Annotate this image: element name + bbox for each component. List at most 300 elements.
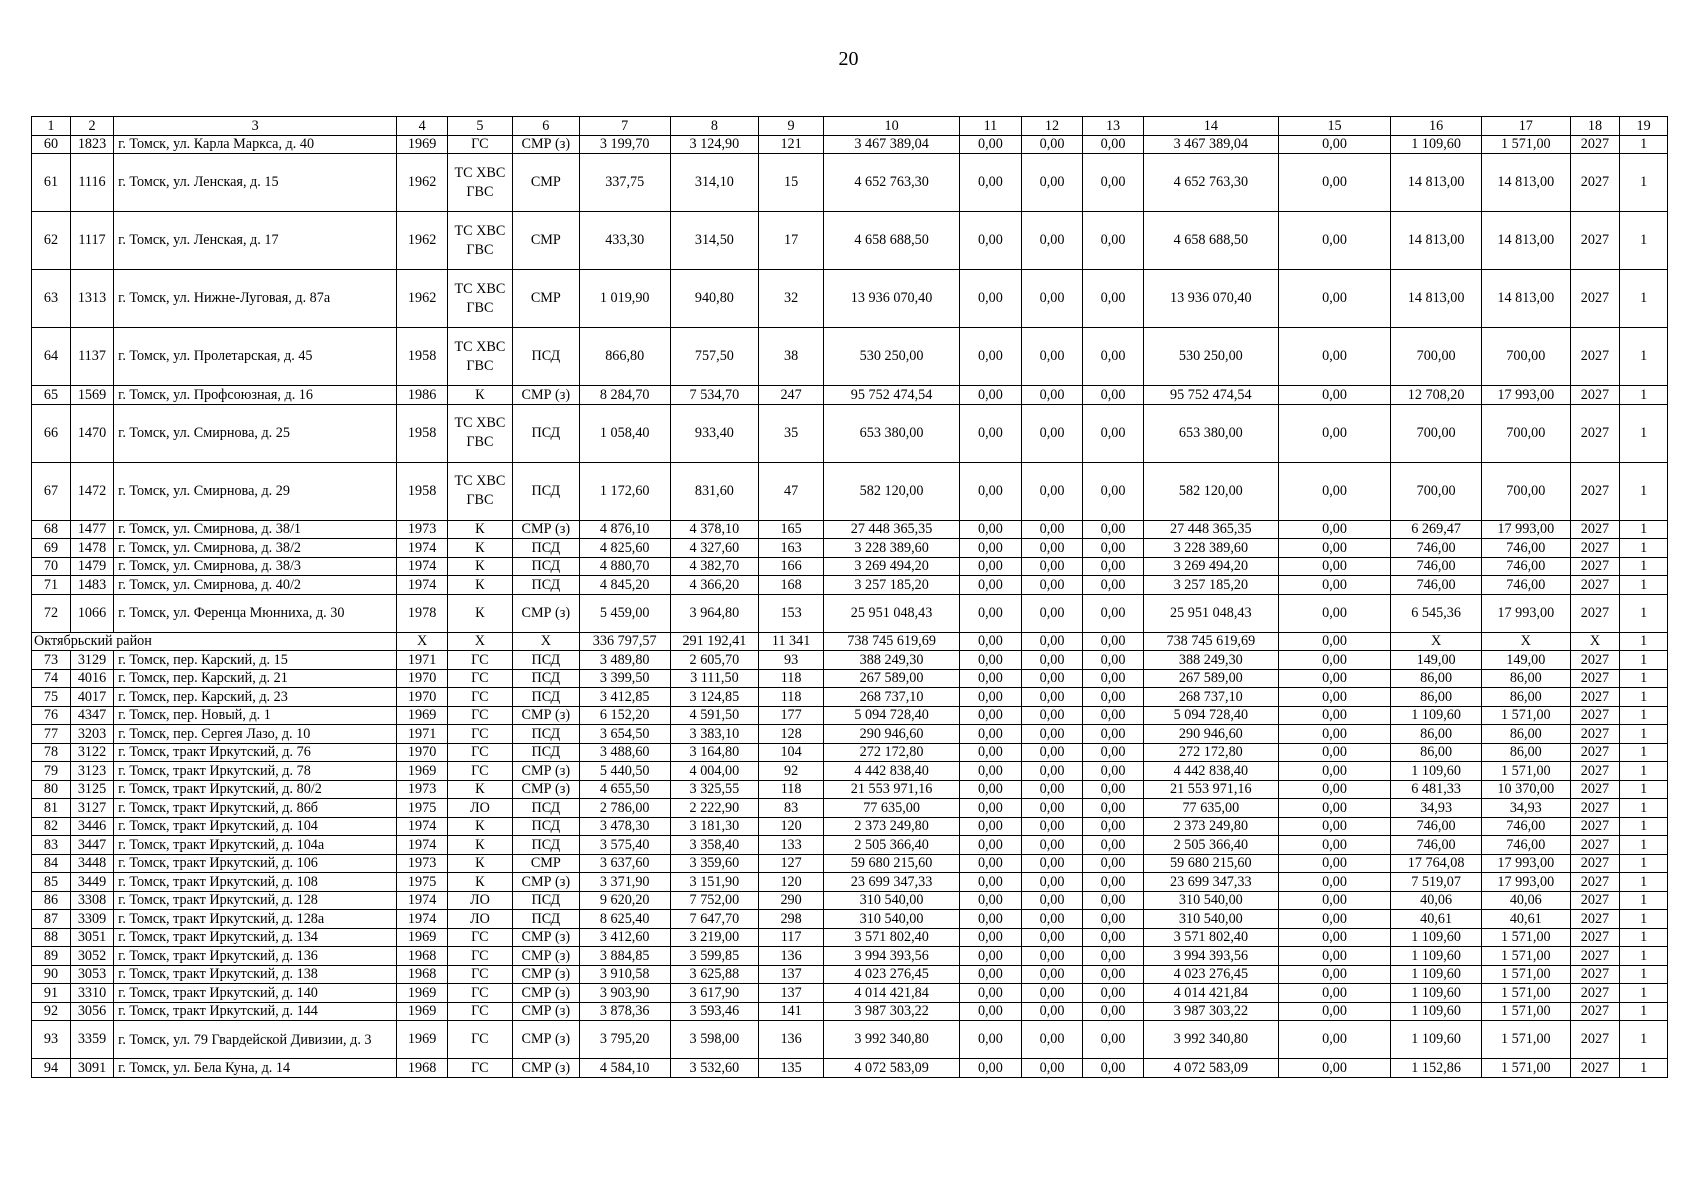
table-cell: 0,00 xyxy=(1021,965,1083,984)
table-cell: 61 xyxy=(32,154,71,212)
table-cell: 5 459,00 xyxy=(579,594,670,632)
table-cell: 65 xyxy=(32,386,71,405)
table-cell: 0,00 xyxy=(1021,984,1083,1003)
table-cell: 13 936 070,40 xyxy=(824,270,960,328)
table-cell: 67 xyxy=(32,462,71,520)
table-cell: 77 635,00 xyxy=(824,799,960,818)
table-cell: 17 993,00 xyxy=(1482,873,1571,892)
table-cell: 0,00 xyxy=(1083,984,1144,1003)
table-cell: 14 813,00 xyxy=(1391,270,1482,328)
table-cell: 77 635,00 xyxy=(1143,799,1278,818)
table-row xyxy=(32,762,1668,781)
table-cell: 272 172,80 xyxy=(1143,743,1278,762)
table-cell: г. Томск, ул. Смирнова, д. 38/2 xyxy=(114,539,397,558)
table-cell: 1974 xyxy=(397,557,448,576)
table-cell: 746,00 xyxy=(1482,836,1571,855)
table-cell: 700,00 xyxy=(1482,462,1571,520)
table-cell: 89 xyxy=(32,947,71,966)
table-cell: 93 xyxy=(32,1021,71,1059)
table-cell: 1 109,60 xyxy=(1391,706,1482,725)
table-cell: г. Томск, ул. 79 Гвардейской Дивизии, д. 3 xyxy=(114,1021,397,1059)
table-cell: 1 058,40 xyxy=(579,404,670,462)
table-cell: ЛО xyxy=(448,799,513,818)
table-cell: 3 124,90 xyxy=(670,135,759,154)
table-cell: 1 109,60 xyxy=(1391,762,1482,781)
table-cell: 0,00 xyxy=(960,594,1022,632)
table-cell: 86,00 xyxy=(1391,725,1482,744)
table-cell: 64 xyxy=(32,328,71,386)
table-cell: 85 xyxy=(32,873,71,892)
table-body xyxy=(32,117,1668,1078)
table-cell: г. Томск, ул. Бела Куна, д. 14 xyxy=(114,1059,397,1078)
table-cell: 77 xyxy=(32,725,71,744)
table-cell: 0,00 xyxy=(1278,854,1390,873)
table-cell: 14 813,00 xyxy=(1482,154,1571,212)
table-cell: 3 987 303,22 xyxy=(824,1002,960,1021)
table-cell: 3 625,88 xyxy=(670,965,759,984)
table-cell: 298 xyxy=(759,910,824,929)
table-cell: 1974 xyxy=(397,817,448,836)
table-row xyxy=(32,873,1668,892)
table-cell: 4 014 421,84 xyxy=(1143,984,1278,1003)
table-row xyxy=(32,1059,1668,1078)
table-row xyxy=(32,965,1668,984)
table-cell: 0,00 xyxy=(960,154,1022,212)
table-cell: 3052 xyxy=(70,947,113,966)
table-cell: 3 371,90 xyxy=(579,873,670,892)
table-cell: СМР (з) xyxy=(512,386,579,405)
table-cell: 2027 xyxy=(1570,799,1620,818)
table-cell: 6 545,36 xyxy=(1391,594,1482,632)
table-cell: 4 658 688,50 xyxy=(824,212,960,270)
table-cell: 2 373 249,80 xyxy=(1143,817,1278,836)
table-cell: 0,00 xyxy=(1083,669,1144,688)
table-cell: 4 655,50 xyxy=(579,780,670,799)
table-cell: 0,00 xyxy=(960,910,1022,929)
table-cell: К xyxy=(448,873,513,892)
table-cell: 87 xyxy=(32,910,71,929)
table-cell: 1958 xyxy=(397,328,448,386)
table-cell: 1 109,60 xyxy=(1391,1002,1482,1021)
table-cell: 68 xyxy=(32,520,71,539)
table-cell: 1 xyxy=(1620,328,1668,386)
table-cell: 1970 xyxy=(397,688,448,707)
table-cell: 0,00 xyxy=(1021,212,1083,270)
table-cell: г. Томск, ул. Ференца Мюнниха, д. 30 xyxy=(114,594,397,632)
table-cell: 4 652 763,30 xyxy=(1143,154,1278,212)
table-cell: 738 745 619,69 xyxy=(1143,632,1278,651)
table-cell: 1 xyxy=(1620,539,1668,558)
table-cell: 290 946,60 xyxy=(824,725,960,744)
table-cell: 0,00 xyxy=(1021,688,1083,707)
table-cell: г. Томск, тракт Иркутский, д. 144 xyxy=(114,1002,397,1021)
table-cell: 1 571,00 xyxy=(1482,1059,1571,1078)
table-cell: 95 752 474,54 xyxy=(1143,386,1278,405)
table-cell: г. Томск, тракт Иркутский, д. 140 xyxy=(114,984,397,1003)
table-cell: 59 680 215,60 xyxy=(824,854,960,873)
table-cell: 3 257 185,20 xyxy=(1143,576,1278,595)
table-cell: 0,00 xyxy=(1021,404,1083,462)
table-cell: 1970 xyxy=(397,743,448,762)
table-cell: 1 xyxy=(1620,557,1668,576)
table-cell: 1 109,60 xyxy=(1391,928,1482,947)
table-cell: 933,40 xyxy=(670,404,759,462)
table-cell: 1973 xyxy=(397,780,448,799)
table-cell: 1 xyxy=(1620,688,1668,707)
table-cell: 2 222,90 xyxy=(670,799,759,818)
table-cell: 6 152,20 xyxy=(579,706,670,725)
table-cell: г. Томск, тракт Иркутский, д. 106 xyxy=(114,854,397,873)
table-cell: 2027 xyxy=(1570,154,1620,212)
table-cell: 0,00 xyxy=(960,557,1022,576)
table-cell: г. Томск, ул. Пролетарская, д. 45 xyxy=(114,328,397,386)
table-cell: 118 xyxy=(759,780,824,799)
table-row xyxy=(32,706,1668,725)
table-cell: 3 964,80 xyxy=(670,594,759,632)
table-cell: 4 652 763,30 xyxy=(824,154,960,212)
table-cell: 1 xyxy=(1620,725,1668,744)
table-cell: 0,00 xyxy=(1083,328,1144,386)
table-cell: 1968 xyxy=(397,1059,448,1078)
table-cell: 0,00 xyxy=(1083,928,1144,947)
table-cell: 0,00 xyxy=(1083,135,1144,154)
table-cell: 40,61 xyxy=(1482,910,1571,929)
table-cell: 0,00 xyxy=(1278,965,1390,984)
table-cell: 3446 xyxy=(70,817,113,836)
table-cell: 163 xyxy=(759,539,824,558)
table-cell: 120 xyxy=(759,873,824,892)
table-cell: 1470 xyxy=(70,404,113,462)
table-cell: 1483 xyxy=(70,576,113,595)
table-cell: 1116 xyxy=(70,154,113,212)
table-cell: К xyxy=(448,836,513,855)
table-cell: 3 151,90 xyxy=(670,873,759,892)
column-number-cell: 12 xyxy=(1021,117,1083,136)
table-cell: 0,00 xyxy=(1278,725,1390,744)
table-cell: 0,00 xyxy=(960,632,1022,651)
table-cell: 118 xyxy=(759,688,824,707)
table-cell: 1 xyxy=(1620,404,1668,462)
table-cell: ГС xyxy=(448,135,513,154)
table-cell: 0,00 xyxy=(1021,1021,1083,1059)
table-cell: 2027 xyxy=(1570,743,1620,762)
table-cell: 0,00 xyxy=(1278,154,1390,212)
table-cell: 0,00 xyxy=(1278,557,1390,576)
table-cell: 3 637,60 xyxy=(579,854,670,873)
table-cell: 0,00 xyxy=(960,1059,1022,1078)
table-cell: 1974 xyxy=(397,891,448,910)
table-cell: ПСД xyxy=(512,817,579,836)
table-cell: 1 xyxy=(1620,594,1668,632)
table-cell: 1 xyxy=(1620,854,1668,873)
table-cell: 1 xyxy=(1620,212,1668,270)
table-cell: 0,00 xyxy=(1021,873,1083,892)
table-cell: СМР xyxy=(512,270,579,328)
table-cell: 14 813,00 xyxy=(1391,212,1482,270)
table-cell: 0,00 xyxy=(1083,725,1144,744)
table-cell: К xyxy=(448,594,513,632)
table-cell: 2027 xyxy=(1570,965,1620,984)
table-cell: 1 xyxy=(1620,965,1668,984)
table-cell: 0,00 xyxy=(1278,891,1390,910)
table-cell: 118 xyxy=(759,669,824,688)
table-cell: ПСД xyxy=(512,799,579,818)
table-cell: 4 584,10 xyxy=(579,1059,670,1078)
table-cell: г. Томск, ул. Ленская, д. 15 xyxy=(114,154,397,212)
table-cell: 5 440,50 xyxy=(579,762,670,781)
table-cell: г. Томск, пер. Карский, д. 15 xyxy=(114,651,397,670)
table-cell: г. Томск, тракт Иркутский, д. 136 xyxy=(114,947,397,966)
table-cell: 1958 xyxy=(397,404,448,462)
table-cell: ГС xyxy=(448,725,513,744)
table-cell: 0,00 xyxy=(960,576,1022,595)
table-cell: 1 571,00 xyxy=(1482,135,1571,154)
table-cell: ТС ХВС ГВС xyxy=(448,462,513,520)
column-number-cell: 17 xyxy=(1482,117,1571,136)
table-cell: 5 094 728,40 xyxy=(824,706,960,725)
table-cell: 267 589,00 xyxy=(1143,669,1278,688)
table-cell: 433,30 xyxy=(579,212,670,270)
table-cell: 92 xyxy=(759,762,824,781)
table-cell: ПСД xyxy=(512,404,579,462)
table-cell: 1 571,00 xyxy=(1482,947,1571,966)
column-number-cell: 9 xyxy=(759,117,824,136)
table-cell: 1 109,60 xyxy=(1391,965,1482,984)
table-cell: 83 xyxy=(759,799,824,818)
table-cell: 2027 xyxy=(1570,328,1620,386)
table-cell: 4 825,60 xyxy=(579,539,670,558)
table-cell: 34,93 xyxy=(1391,799,1482,818)
table-cell: 3 181,30 xyxy=(670,817,759,836)
table-cell: 0,00 xyxy=(1083,1059,1144,1078)
table-cell: г. Томск, тракт Иркутский, д. 134 xyxy=(114,928,397,947)
table-cell: 4 023 276,45 xyxy=(824,965,960,984)
table-cell: 141 xyxy=(759,1002,824,1021)
table-cell: 1 xyxy=(1620,462,1668,520)
table-cell: 86,00 xyxy=(1482,743,1571,762)
table-cell: 3 478,30 xyxy=(579,817,670,836)
table-cell: 3 228 389,60 xyxy=(824,539,960,558)
table-cell: 0,00 xyxy=(1278,539,1390,558)
page-number: 20 xyxy=(838,48,859,70)
table-cell: 0,00 xyxy=(1278,1059,1390,1078)
table-cell: 2027 xyxy=(1570,762,1620,781)
table-cell: 35 xyxy=(759,404,824,462)
table-cell: 0,00 xyxy=(1278,1021,1390,1059)
table-cell: ПСД xyxy=(512,743,579,762)
table-cell: 25 951 048,43 xyxy=(824,594,960,632)
table-cell: 40,61 xyxy=(1391,910,1482,929)
table-cell: 247 xyxy=(759,386,824,405)
table-cell: 1479 xyxy=(70,557,113,576)
table-cell: г. Томск, ул. Нижне-Луговая, д. 87а xyxy=(114,270,397,328)
table-cell: 8 625,40 xyxy=(579,910,670,929)
table-cell: 0,00 xyxy=(1083,520,1144,539)
table-cell: 3 910,58 xyxy=(579,965,670,984)
table-cell: 168 xyxy=(759,576,824,595)
table-cell: 0,00 xyxy=(1278,404,1390,462)
table-cell: 7 752,00 xyxy=(670,891,759,910)
table-cell: X xyxy=(512,632,579,651)
table-cell: 0,00 xyxy=(1083,873,1144,892)
table-cell: 272 172,80 xyxy=(824,743,960,762)
table-cell: 76 xyxy=(32,706,71,725)
table-cell: 17 xyxy=(759,212,824,270)
table-cell: г. Томск, ул. Смирнова, д. 25 xyxy=(114,404,397,462)
table-cell: 3 878,36 xyxy=(579,1002,670,1021)
table-cell: К xyxy=(448,539,513,558)
table-cell: ПСД xyxy=(512,576,579,595)
table-cell: 23 699 347,33 xyxy=(824,873,960,892)
table-row xyxy=(32,1002,1668,1021)
table-cell: 149,00 xyxy=(1391,651,1482,670)
table-cell: СМР (з) xyxy=(512,873,579,892)
table-cell: ПСД xyxy=(512,669,579,688)
table-cell: 6 269,47 xyxy=(1391,520,1482,539)
table-cell: г. Томск, пер. Карский, д. 21 xyxy=(114,669,397,688)
table-cell: 1975 xyxy=(397,799,448,818)
table-cell: 90 xyxy=(32,965,71,984)
table-cell: 746,00 xyxy=(1482,557,1571,576)
table-row xyxy=(32,557,1668,576)
table-cell: 0,00 xyxy=(1021,539,1083,558)
table-cell: 2027 xyxy=(1570,910,1620,929)
table-cell: 4347 xyxy=(70,706,113,725)
table-cell: 0,00 xyxy=(960,928,1022,947)
table-cell: ПСД xyxy=(512,462,579,520)
table-cell: ЛО xyxy=(448,910,513,929)
table-cell: 34,93 xyxy=(1482,799,1571,818)
table-cell: 2027 xyxy=(1570,404,1620,462)
table-cell: 3 903,90 xyxy=(579,984,670,1003)
table-cell: 1 152,86 xyxy=(1391,1059,1482,1078)
table-cell: 1117 xyxy=(70,212,113,270)
table-cell: 0,00 xyxy=(960,725,1022,744)
table-cell: 0,00 xyxy=(1083,576,1144,595)
table-cell: ГС xyxy=(448,1021,513,1059)
table-row xyxy=(32,594,1668,632)
table-cell: 746,00 xyxy=(1391,557,1482,576)
table-cell: ТС ХВС ГВС xyxy=(448,404,513,462)
table-cell: СМР xyxy=(512,212,579,270)
table-cell: 17 993,00 xyxy=(1482,386,1571,405)
table-cell: 0,00 xyxy=(1278,135,1390,154)
table-cell: 3 532,60 xyxy=(670,1059,759,1078)
table-cell: ПСД xyxy=(512,836,579,855)
table-cell: 0,00 xyxy=(1021,386,1083,405)
table-cell: ГС xyxy=(448,743,513,762)
table-cell: 78 xyxy=(32,743,71,762)
table-cell: 0,00 xyxy=(1021,928,1083,947)
table-cell: 40,06 xyxy=(1482,891,1571,910)
table-cell: 0,00 xyxy=(1083,854,1144,873)
table-cell: 86,00 xyxy=(1391,688,1482,707)
table-cell: 1 xyxy=(1620,780,1668,799)
table-cell: 2027 xyxy=(1570,557,1620,576)
table-row xyxy=(32,270,1668,328)
table-cell: 0,00 xyxy=(1021,135,1083,154)
table-cell: 3 617,90 xyxy=(670,984,759,1003)
table-cell: ПСД xyxy=(512,910,579,929)
table-cell: 1 xyxy=(1620,799,1668,818)
table-cell: X xyxy=(448,632,513,651)
table-cell: 3 164,80 xyxy=(670,743,759,762)
table-cell: 0,00 xyxy=(1021,557,1083,576)
table-cell: 0,00 xyxy=(1021,669,1083,688)
table-cell: 14 813,00 xyxy=(1391,154,1482,212)
table-cell: 3309 xyxy=(70,910,113,929)
table-cell: 1823 xyxy=(70,135,113,154)
table-cell: 746,00 xyxy=(1391,836,1482,855)
table-cell: 0,00 xyxy=(960,669,1022,688)
table-cell: 1 xyxy=(1620,1021,1668,1059)
table-cell: ГС xyxy=(448,984,513,1003)
table-cell: 0,00 xyxy=(1083,632,1144,651)
table-cell: 0,00 xyxy=(1083,836,1144,855)
table-cell: 1974 xyxy=(397,836,448,855)
table-cell: 3123 xyxy=(70,762,113,781)
table-cell: 700,00 xyxy=(1391,328,1482,386)
table-cell: 2027 xyxy=(1570,270,1620,328)
table-cell: 15 xyxy=(759,154,824,212)
table-cell: ПСД xyxy=(512,328,579,386)
table-cell: 3 994 393,56 xyxy=(1143,947,1278,966)
table-cell: г. Томск, тракт Иркутский, д. 86б xyxy=(114,799,397,818)
table-cell: 582 120,00 xyxy=(824,462,960,520)
table-cell: 135 xyxy=(759,1059,824,1078)
table-cell: 88 xyxy=(32,928,71,947)
table-row xyxy=(32,462,1668,520)
table-cell: 0,00 xyxy=(1278,270,1390,328)
table-cell: 1477 xyxy=(70,520,113,539)
table-cell: 3447 xyxy=(70,836,113,855)
table-cell: 0,00 xyxy=(1278,873,1390,892)
table-cell: 268 737,10 xyxy=(1143,688,1278,707)
table-cell: К xyxy=(448,576,513,595)
table-cell: 0,00 xyxy=(1021,154,1083,212)
table-cell: 3 358,40 xyxy=(670,836,759,855)
table-cell: 0,00 xyxy=(1083,762,1144,781)
table-cell: 0,00 xyxy=(960,780,1022,799)
table-cell: 738 745 619,69 xyxy=(824,632,960,651)
table-cell: 86 xyxy=(32,891,71,910)
table-cell: 63 xyxy=(32,270,71,328)
table-cell: 0,00 xyxy=(960,965,1022,984)
table-cell: 0,00 xyxy=(1021,891,1083,910)
table-cell: 0,00 xyxy=(960,328,1022,386)
table-cell: 153 xyxy=(759,594,824,632)
table-cell: г. Томск, пер. Сергея Лазо, д. 10 xyxy=(114,725,397,744)
table-cell: 2027 xyxy=(1570,725,1620,744)
table-cell: 0,00 xyxy=(1083,386,1144,405)
table-cell: СМР (з) xyxy=(512,706,579,725)
table-cell: 11 341 xyxy=(759,632,824,651)
table-cell: 1 019,90 xyxy=(579,270,670,328)
table-cell: г. Томск, тракт Иркутский, д. 78 xyxy=(114,762,397,781)
table-cell: 3 593,46 xyxy=(670,1002,759,1021)
table-cell: 3056 xyxy=(70,1002,113,1021)
table-cell: 3 269 494,20 xyxy=(1143,557,1278,576)
table-cell: 165 xyxy=(759,520,824,539)
table-cell: 3 467 389,04 xyxy=(824,135,960,154)
table-cell: К xyxy=(448,780,513,799)
table-cell: 94 xyxy=(32,1059,71,1078)
table-cell: 3 489,80 xyxy=(579,651,670,670)
table-cell: 310 540,00 xyxy=(1143,891,1278,910)
table-cell: 7 519,07 xyxy=(1391,873,1482,892)
table-cell: г. Томск, тракт Иркутский, д. 128а xyxy=(114,910,397,929)
table-row xyxy=(32,688,1668,707)
